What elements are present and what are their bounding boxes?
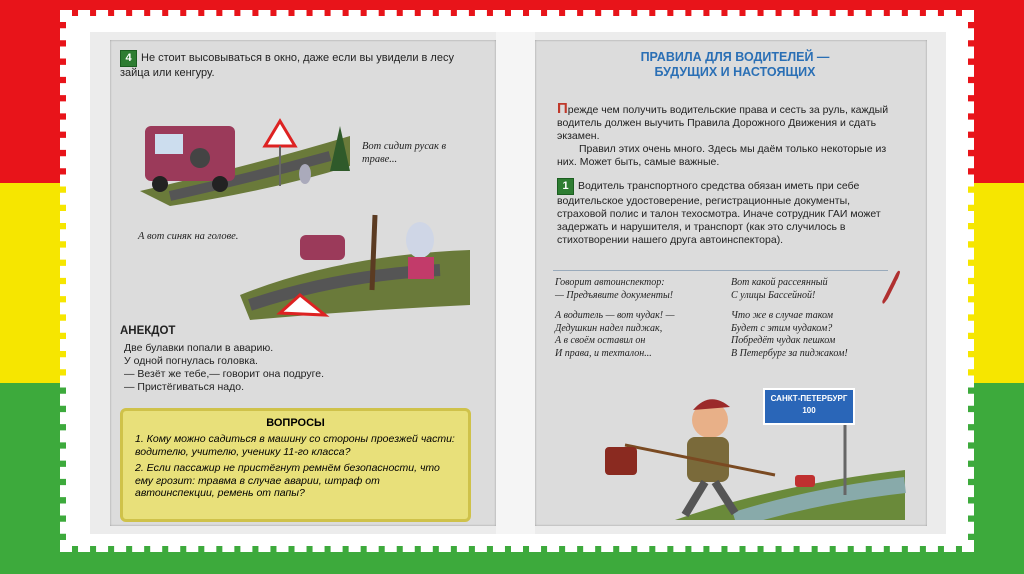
bag-icon [605, 447, 637, 475]
joke-line: У одной погнулась головка. [124, 355, 258, 367]
joke-title: АНЕКДОТ [120, 325, 176, 337]
rabbit-icon [299, 164, 311, 184]
poem-line: В Петербург за пиджаком! [731, 347, 848, 359]
illustration-walking-man [575, 375, 915, 520]
illustration-van-road [130, 96, 360, 206]
poem-left-column [555, 277, 720, 360]
page-title [575, 50, 895, 80]
questions-box [120, 408, 471, 522]
question-1: 1. Кому можно садиться в машину со стороны проезжей части: водителю, учителю, ученику 11-го класса? [135, 433, 455, 458]
book-spread [90, 32, 946, 534]
poem-spacer [731, 302, 891, 310]
drop-cap: П [557, 100, 568, 117]
poem-line: Дедушкин надел пиджак, [555, 322, 663, 334]
poem-spacer [555, 302, 720, 310]
question-2: 2. Если пассажир не пристёгнут ремнём безопасности, что ему грозит: травма в случае аварии, штраф от автоинспекции, ремень от папы? [135, 462, 440, 499]
left-rule-text: Не стоит высовываться в окно, даже если вы увидели в лесу зайца или кенгуру. [120, 52, 454, 79]
paperclip-icon [875, 268, 905, 308]
right-rule [557, 178, 902, 247]
book-gutter [496, 32, 535, 534]
joke-line: — Пристёгиваться надо. [124, 381, 244, 393]
poem-line: С улицы Бассейной! [731, 289, 816, 301]
intro-text-2: Правил этих очень много. Здесь мы даём только некоторые из них. Может быть, самые важные. [557, 143, 887, 168]
poem-block [553, 270, 888, 386]
car-shape [300, 235, 345, 260]
poem-line: И права, и техталон... [555, 347, 652, 359]
rule-number-badge: 1 [557, 178, 574, 195]
right-rule-text: Водитель транспортного средства обязан иметь при себе водительское удостоверение, регистрационные документы, страховой полис и талон техосмотра. Иначе сотрудник ГАИ может задержать и нарушителя, и транспорт (как это случилось в стихотворении нашего друга автоинспектора). [557, 180, 881, 246]
rule-number-badge: 4 [120, 50, 137, 67]
joke-text [124, 342, 464, 394]
sign-distance: 100 [802, 406, 816, 415]
sign-city: САНКТ-ПЕТЕРБУРГ [770, 394, 848, 403]
poem-line: А в своём оставил он [555, 335, 646, 346]
poem-line: Что же в случае таком [731, 310, 834, 321]
intro-text: режде чем получить водительские права и сесть за руль, каждый водитель должен выучить Правила Дорожного Движения и сдать экзамен. [557, 104, 889, 142]
poem-line: Говорит автоинспектор: [555, 277, 665, 288]
caption-hare: Вот сидит русак в траве... [362, 141, 447, 165]
poem-line: — Предъявите документы! [555, 289, 674, 301]
title-line-1: ПРАВИЛА ДЛЯ ВОДИТЕЛЕЙ — [640, 50, 830, 64]
poem-line: А водитель — вот чудак! — [555, 310, 675, 321]
warning-sign-icon [265, 121, 295, 146]
title-line-2: БУДУЩИХ И НАСТОЯЩИХ [654, 65, 816, 79]
caption-bruise: А вот синяк на голове. [138, 231, 239, 242]
right-page [535, 40, 927, 526]
poem-line: Вот какой рассеянный [731, 277, 828, 288]
city-sign [763, 388, 855, 425]
poem-line: Будет с этим чудаком? [731, 322, 833, 334]
small-car-icon [795, 475, 815, 487]
intro-paragraph [557, 102, 902, 169]
joke-line: — Везёт же тебе,— говорит она подруге. [124, 368, 324, 380]
left-rule [120, 50, 480, 80]
joke-line: Две булавки попали в аварию. [124, 342, 274, 354]
questions-title: ВОПРОСЫ [266, 417, 325, 429]
bunny-icon [406, 222, 434, 258]
illustration-rabbit-crash [240, 195, 470, 320]
poem-line: Побредёт чудак пешком [731, 335, 836, 346]
left-page [110, 40, 496, 526]
poem-right-column [731, 277, 891, 360]
